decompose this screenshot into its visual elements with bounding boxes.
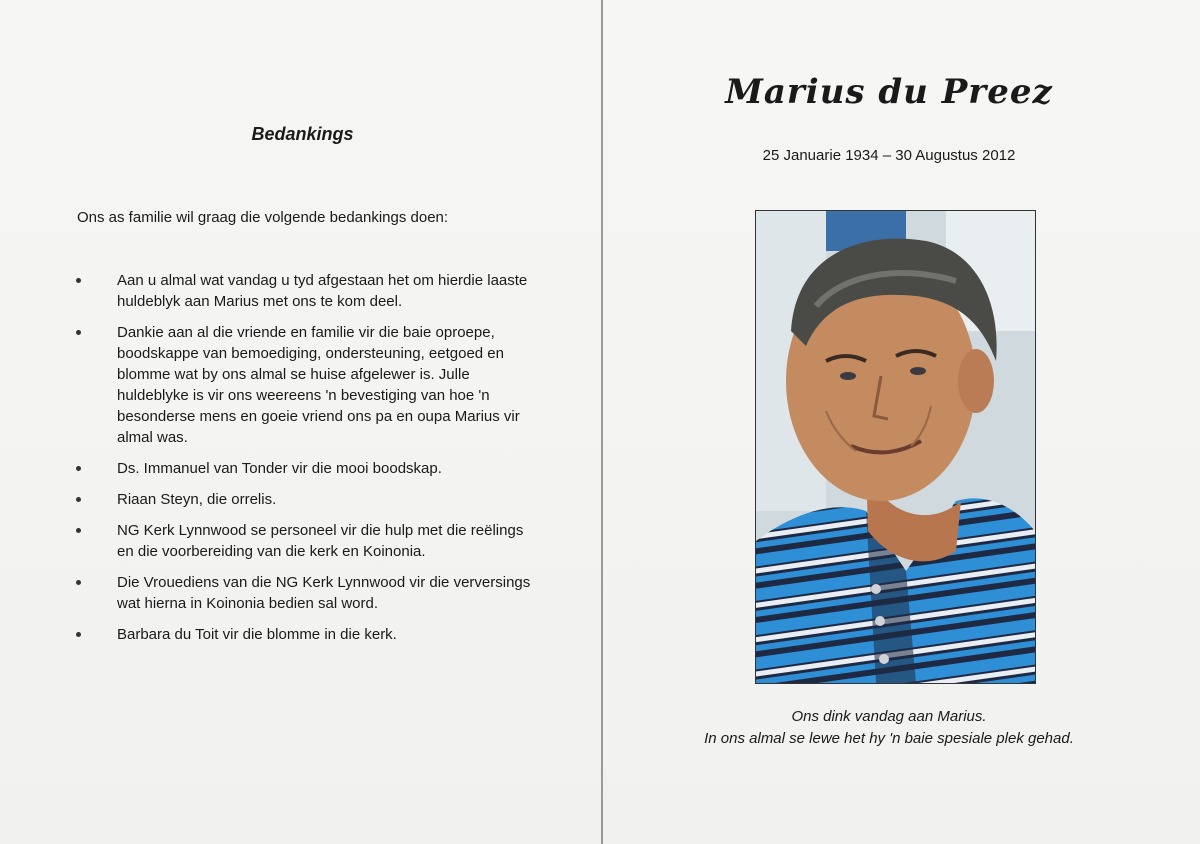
bullet-icon: [76, 580, 81, 585]
list-item: [72, 458, 542, 479]
bullet-icon: [76, 466, 81, 471]
life-dates: 25 Januarie 1934 – 30 Augustus 2012: [762, 147, 1016, 164]
caption-line: In ons almal se lewe het hy 'n baie spesiale plek gehad.: [704, 730, 1074, 747]
list-item: [72, 489, 542, 510]
caption-line: Ons dink vandag aan Marius.: [791, 708, 987, 725]
portrait-photo: [755, 210, 1036, 684]
page-heading: Bedankings: [251, 124, 354, 144]
list-item-text: Barbara du Toit vir die blomme in die kerk.: [117, 626, 397, 643]
list-item-text: Ds. Immanuel van Tonder vir die mooi boodskap.: [117, 460, 442, 477]
list-item: [72, 572, 542, 614]
bullet-icon: [76, 632, 81, 637]
portrait-illustration: [756, 211, 1035, 683]
list-item: [72, 624, 542, 645]
list-item-text: NG Kerk Lynnwood se personeel vir die hulp met die reëlings en die voorbereiding van die kerk en Koinonia.: [117, 522, 524, 560]
list-item-text: Riaan Steyn, die orrelis.: [117, 491, 277, 508]
bullet-icon: [76, 278, 81, 283]
photo-caption: [603, 706, 1175, 750]
bullet-icon: [76, 330, 81, 335]
bullet-icon: [76, 528, 81, 533]
deceased-name: Marius du Preez: [725, 72, 1053, 112]
right-page: [603, 0, 1200, 844]
thanks-list: [72, 270, 542, 655]
list-item: [72, 270, 542, 312]
list-item-text: Aan u almal wat vandag u tyd afgestaan het om hierdie laaste huldeblyk aan Marius met ons te kom deel.: [117, 272, 528, 310]
list-item-text: Die Vrouediens van die NG Kerk Lynnwood vir die verversings wat hierna in Koinonia bedien sal word.: [117, 574, 531, 612]
list-item: [72, 322, 542, 448]
intro-text: Ons as familie wil graag die volgende bedankings doen:: [77, 209, 449, 226]
list-item-text: Dankie aan al die vriende en familie vir die baie oproepe, boodskappe van bemoediging, ondersteuning, eetgoed en blomme wat by ons almal se huise afgelewer is. Julle huldeblyke is vir ons weereens 'n bevestiging van hoe 'n besonderse mens en goeie vriend ons pa en oupa Marius vir almal was.: [117, 324, 520, 446]
bullet-icon: [76, 497, 81, 502]
list-item: [72, 520, 542, 562]
